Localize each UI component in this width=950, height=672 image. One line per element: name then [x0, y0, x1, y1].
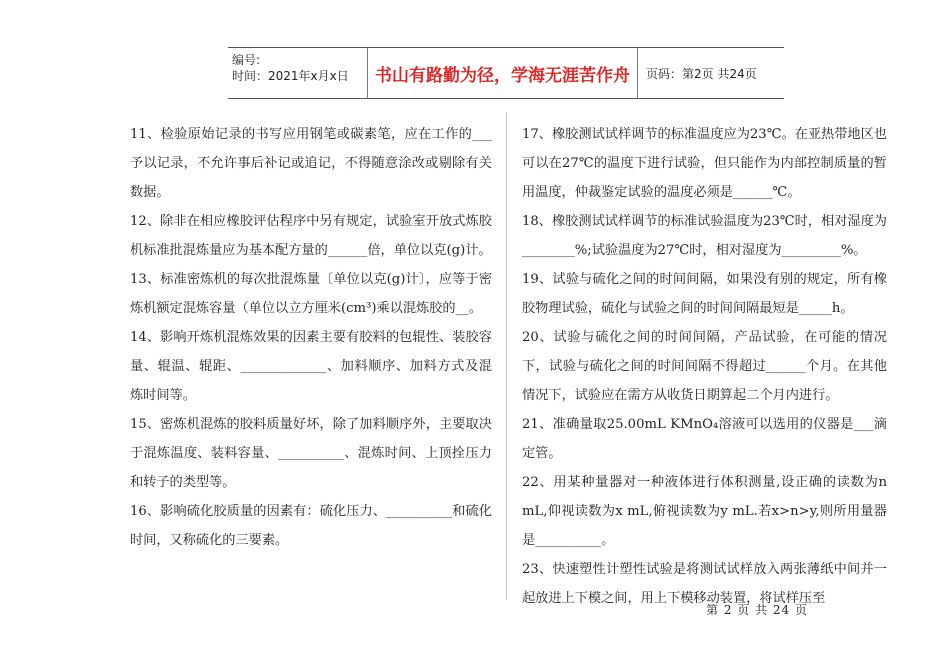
right-column [522, 120, 887, 613]
document-date: 时间：2021年x月x日 [232, 69, 349, 83]
question-15: 15、密炼机混炼的胶料质量好坏，除了加料顺序外，主要取决于混炼温度、装料容量、__________、混炼时间、上顶拴压力和转子的类型等。 [130, 417, 492, 490]
question-16: 16、影响硫化胶质量的因素有：硫化压力、__________和硫化时间，又称硫化的三要素。 [130, 504, 492, 548]
question-18: 18、橡胶测试试样调节的标准试验温度为23℃时，相对湿度为________%;试验温度为27℃时，相对湿度为_________%。 [522, 214, 887, 258]
question-21: 21、准确量取25.00mL KMnO₄溶液可以选用的仪器是___滴定管。 [522, 417, 887, 461]
question-11: 11、检验原始记录的书写应用钢笔或碳素笔，应在工作的___予以记录，不允许事后补记或追记，不得随意涂改或剔除有关数据。 [130, 127, 492, 200]
header-meta [228, 48, 368, 98]
question-14: 14、影响开炼机混炼效果的因素主要有胶料的包辊性、装胶容量、辊温、辊距、_____________、加料顺序、加料方式及混炼时间等。 [130, 330, 492, 403]
header-motto: 书山有路勤为径，学海无涯苦作舟 [368, 48, 638, 98]
question-20: 20、试验与硫化之间的时间间隔，产品试验，在可能的情况下，试验与硫化之间的时间间隔不得超过______个月。在其他情况下，试验应在需方从收货日期算起二个月内进行。 [522, 330, 887, 403]
page-header [228, 47, 784, 99]
question-17: 17、橡胶测试试样调节的标准温度应为23℃。在亚热带地区也可以在27℃的温度下进行试验，但只能作为内部控制质量的暂用温度，仲裁鉴定试验的温度必须是______℃。 [522, 127, 887, 200]
question-13: 13、标准密炼机的每次批混炼量〔单位以克(g)计〕，应等于密炼机额定混炼容量（单位以立方厘米(cm³)乘以混炼胶的__。 [130, 272, 492, 316]
question-23: 23、快速塑性计塑性试验是将测试试样放入两张薄纸中间并一起放进上下模之间，用上下模移动装置，将试样压至 [522, 562, 887, 606]
question-12: 12、除非在相应橡胶评估程序中另有规定，试验室开放式炼胶机标准批混炼量应为基本配方量的______倍，单位以克(g)计。 [130, 214, 492, 258]
question-19: 19、试验与硫化之间的时间间隔，如果没有别的规定，所有橡胶物理试验，硫化与试验之间的时间间隔最短是_____h。 [522, 272, 887, 316]
column-divider [506, 112, 507, 600]
question-22: 22、用某种量器对一种液体进行体积测量,设正确的读数为n mL,仰视读数为x mL,俯视读数为y mL.若x>n>y,则所用量器是__________。 [522, 475, 887, 548]
left-column [130, 120, 492, 555]
document-number-label: 编号: [232, 53, 261, 67]
page-footer: 第 2 页 共 24 页 [706, 603, 808, 617]
header-page-number: 页码：第2页 共24页 [646, 66, 757, 81]
